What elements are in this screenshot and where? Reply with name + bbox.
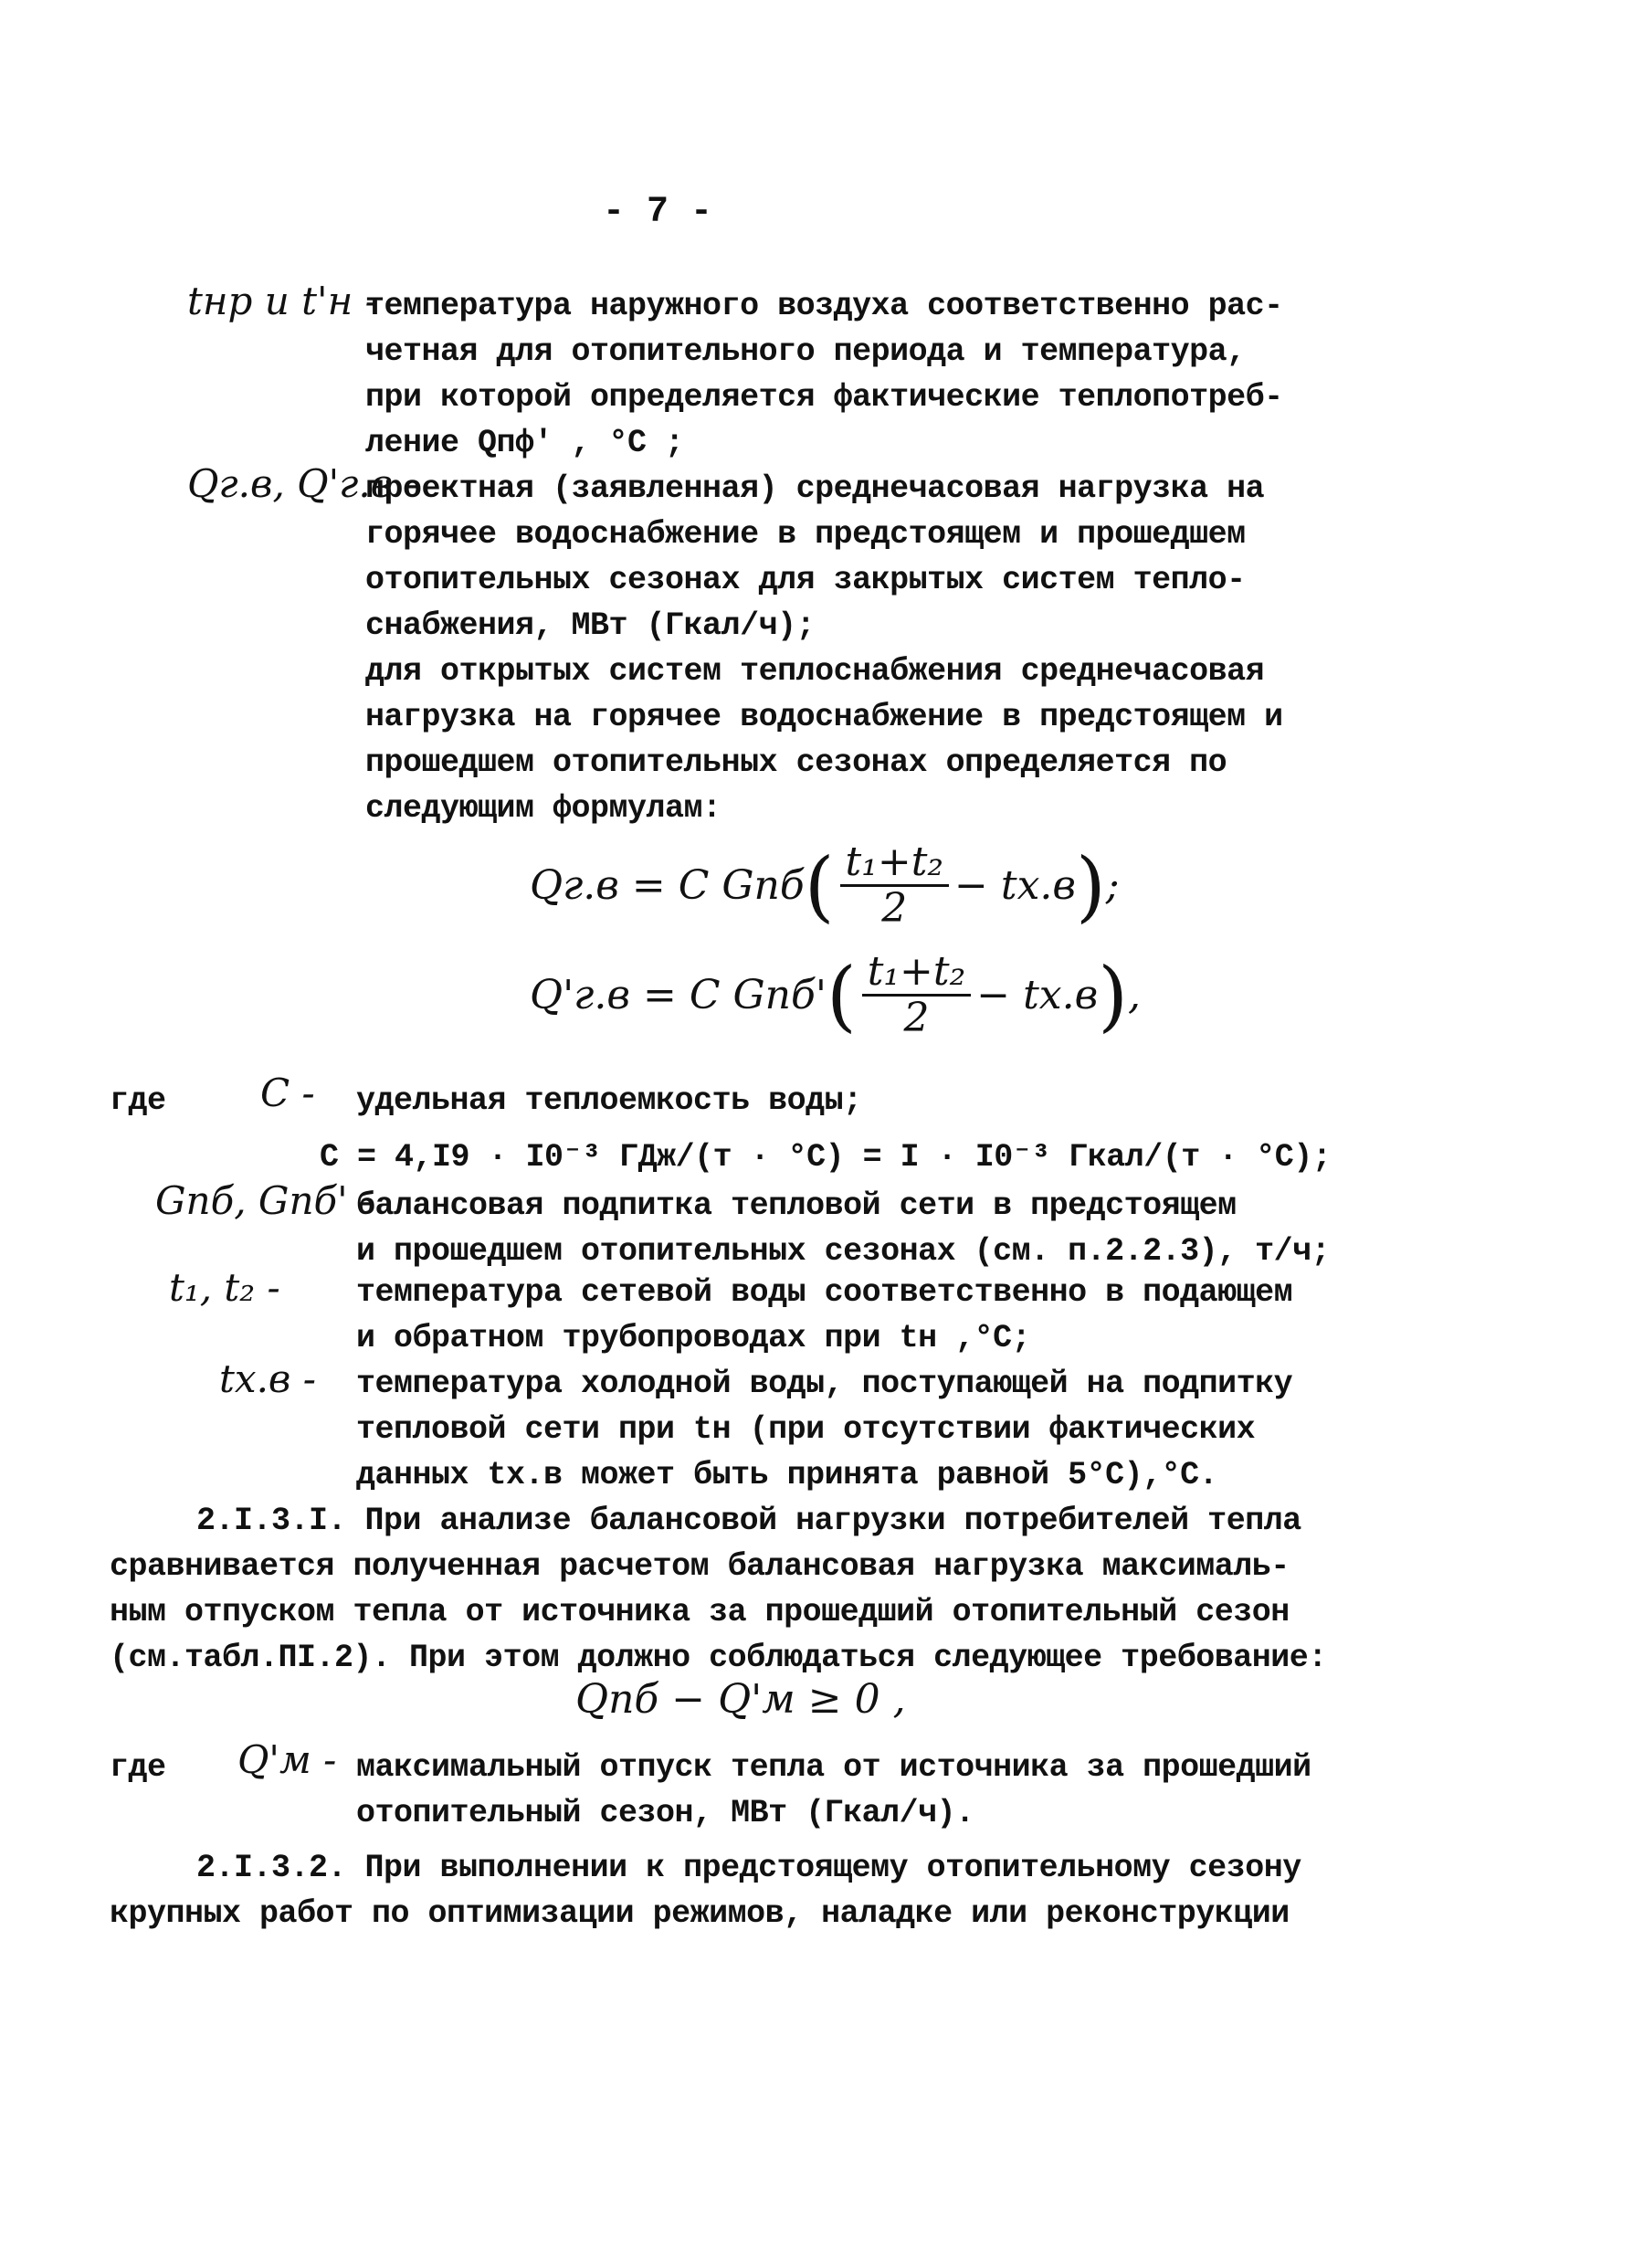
paragraph-line: сравнивается полученная расчетом балансовая нагрузка максималь- xyxy=(110,1548,1290,1585)
left-paren: ( xyxy=(804,840,835,931)
formula-lhs: Qг.в = C Gпб xyxy=(530,862,805,910)
fraction xyxy=(862,950,972,1041)
formula-end: ; xyxy=(1105,862,1120,910)
formula-tail: − tх.в xyxy=(954,862,1076,910)
def2-line: снабжения, МВт (Гкал/ч); xyxy=(365,607,816,644)
where1-line: C = 4,I9 · I0⁻³ ГДж/(т · °C) = I · I0⁻³ Гкал/(т · °C); xyxy=(320,1139,1332,1176)
fraction-numerator: t₁+t₂ xyxy=(840,840,950,887)
def3-line: и прошедшем отопительных сезонах (см. п.2.2.3), т/ч; xyxy=(356,1233,1331,1270)
where-label: где xyxy=(110,1749,166,1786)
def1-symbol: tнр и t'н - xyxy=(187,279,378,323)
def1-line: при которой определяется фактические теплопотреб- xyxy=(365,379,1283,416)
fraction-numerator: t₁+t₂ xyxy=(862,950,972,997)
def4-symbol: t₁, t₂ - xyxy=(169,1265,280,1310)
def5-line: температура холодной воды, поступающей на подпитку xyxy=(356,1366,1293,1402)
formula-qgv-prime xyxy=(530,950,1141,1041)
def2-line: проектная (заявленная) среднечасовая нагрузка на xyxy=(365,470,1265,507)
def3-symbol: Gпб, Gпб' - xyxy=(155,1178,374,1223)
where2-line: отопительный сезон, МВт (Гкал/ч). xyxy=(356,1795,974,1831)
def4-line: и обратном трубопроводах при tн ,°C; xyxy=(356,1320,1031,1356)
paragraph-line: (см.табл.ПI.2). При этом должно соблюдаться следующее требование: xyxy=(110,1640,1327,1676)
right-paren: ) xyxy=(1076,840,1106,931)
page-number: - 7 - xyxy=(603,192,713,233)
paragraph-line: ным отпуском тепла от источника за прошедший отопительный сезон xyxy=(110,1594,1290,1630)
def3-line: балансовая подпитка тепловой сети в предстоящем xyxy=(356,1187,1237,1224)
def2-line: нагрузка на горячее водоснабжение в предстоящем и xyxy=(365,699,1283,735)
fraction-denominator: 2 xyxy=(881,885,908,933)
def1-line: температура наружного воздуха соответственно рас- xyxy=(365,288,1283,324)
where1-line: удельная теплоемкость воды; xyxy=(356,1082,862,1119)
def2-symbol: Qг.в, Q'г.в - xyxy=(187,461,418,506)
paragraph-line: крупных работ по оптимизации режимов, наладке или реконструкции xyxy=(110,1895,1290,1932)
def4-line: температура сетевой воды соответственно в подающем xyxy=(356,1274,1293,1311)
formula-end: , xyxy=(1127,972,1141,1019)
def2-line: отопительных сезонах для закрытых систем тепло- xyxy=(365,562,1246,598)
where2-symbol: Q'м - xyxy=(237,1737,337,1782)
fraction-denominator: 2 xyxy=(903,995,930,1042)
formula-inequality: Qпб − Q'м ≥ 0 , xyxy=(575,1676,906,1723)
def1-line: ление Qпф' , °C ; xyxy=(365,425,684,461)
right-paren: ) xyxy=(1098,950,1128,1040)
def2-line: прошедшем отопительных сезонах определяется по xyxy=(365,744,1227,781)
def2-line: горячее водоснабжение в предстоящем и прошедшем xyxy=(365,516,1246,553)
where1-symbol: C - xyxy=(260,1071,315,1115)
def5-line: данных tх.в может быть принята равной 5°C),°C. xyxy=(356,1457,1218,1493)
def1-line: четная для отопительного периода и температура, xyxy=(365,333,1246,370)
where2-line: максимальный отпуск тепла от источника за прошедший xyxy=(356,1749,1311,1786)
def5-line: тепловой сети при tн (при отсутствии фактических xyxy=(356,1411,1256,1448)
where-label: где xyxy=(110,1082,166,1119)
def5-symbol: tх.в - xyxy=(219,1356,316,1401)
formula-tail: − tх.в xyxy=(976,972,1099,1019)
left-paren: ( xyxy=(826,950,857,1040)
def2-line: следующим формулам: xyxy=(365,790,721,827)
paragraph-line: 2.I.3.2. При выполнении к предстоящему отопительному сезону xyxy=(196,1850,1301,1886)
fraction xyxy=(840,840,950,932)
formula-lhs: Q'г.в = C Gпб' xyxy=(530,972,827,1019)
paragraph-line: 2.I.3.I. При анализе балансовой нагрузки потребителей тепла xyxy=(196,1503,1301,1539)
def2-line: для открытых систем теплоснабжения среднечасовая xyxy=(365,653,1265,690)
formula-qgv xyxy=(530,840,1120,932)
